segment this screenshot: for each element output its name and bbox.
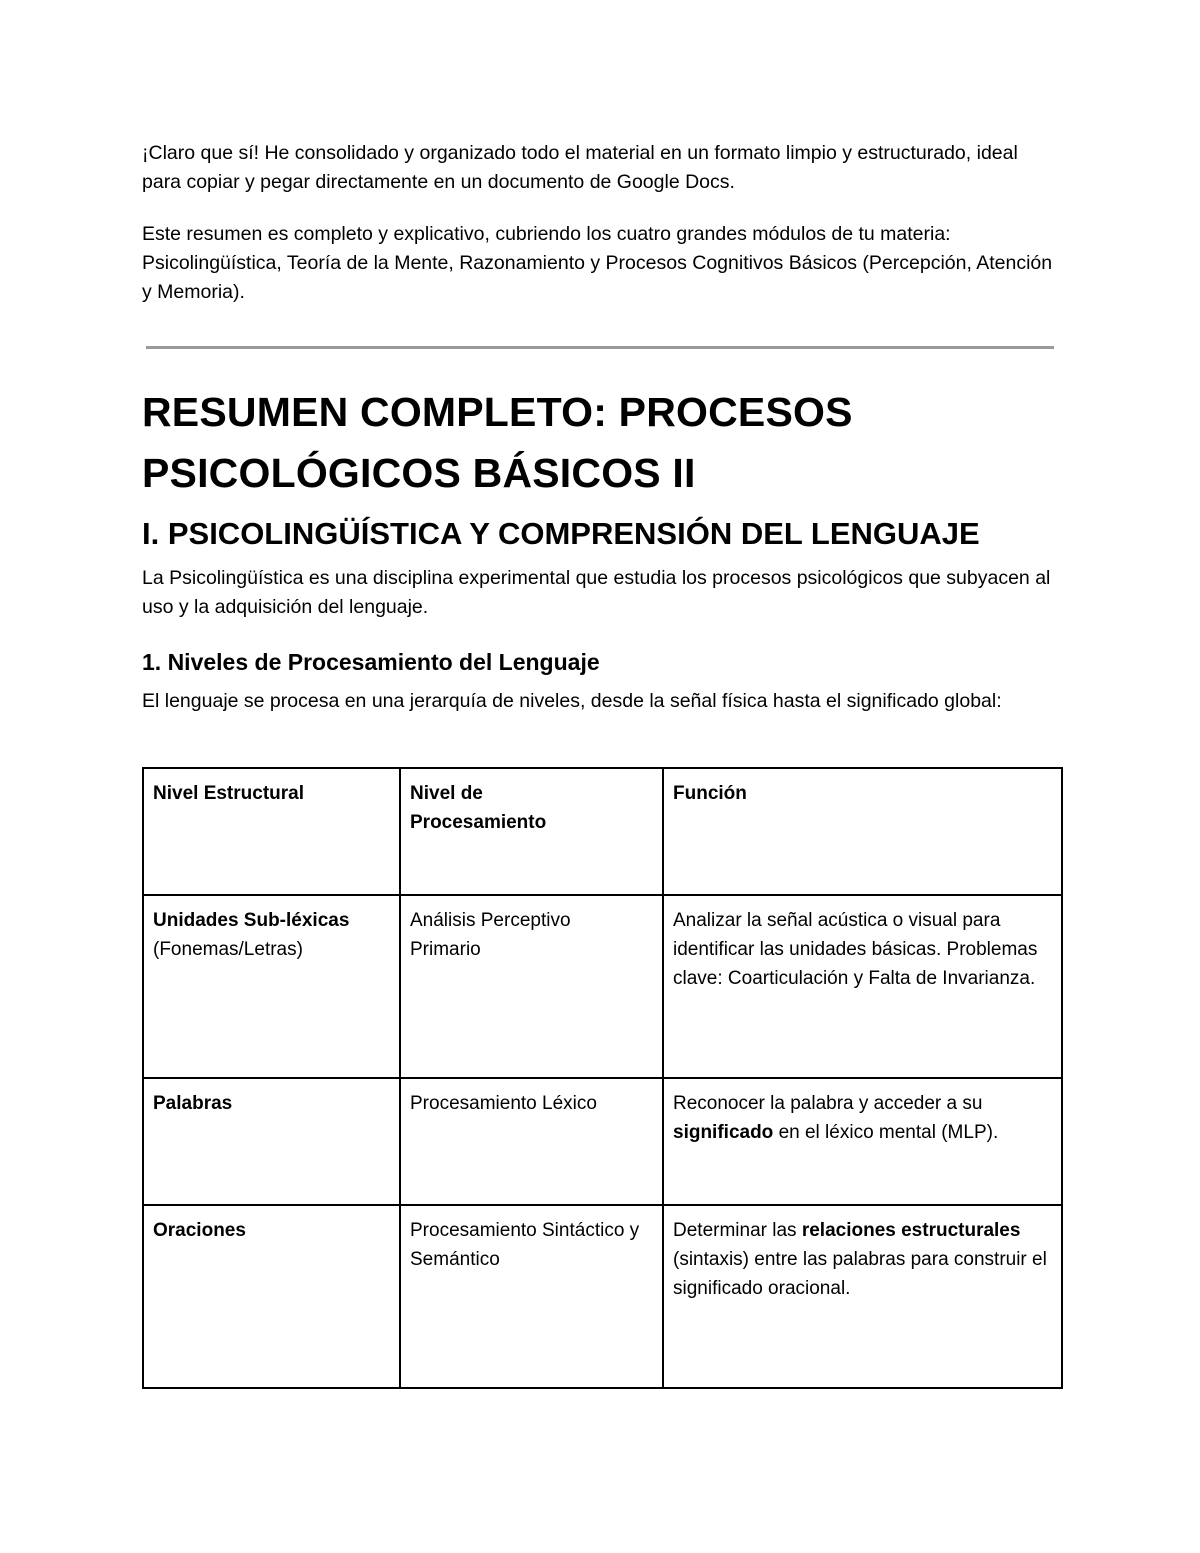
table-cell: Procesamiento Sintáctico y Semántico [400, 1205, 663, 1388]
table-cell: Analizar la señal acústica o visual para identificar las unidades básicas. Problemas clave: Coarticulación y Falta de Invarianza. [663, 895, 1062, 1078]
function-text: en el léxico mental (MLP). [773, 1122, 999, 1143]
table-cell: Procesamiento Léxico [400, 1078, 663, 1205]
function-text: Determinar las [673, 1220, 802, 1241]
table-header-cell: Nivel de Procesamiento [400, 768, 663, 895]
level-name: Unidades Sub-léxicas [153, 910, 350, 931]
level-name: Oraciones [153, 1220, 246, 1241]
subsection-paragraph: El lenguaje se procesa en una jerarquía de niveles, desde la señal física hasta el significado global: [142, 690, 1002, 712]
intro-paragraph-2: Este resumen es completo y explicativo, cubriendo los cuatro grandes módulos de tu materia: Psicolingüística, Teoría de la Mente, Razonamiento y Procesos Cognitivos Básicos (Percepción, Atención y Memoria). [142, 223, 1053, 303]
function-bold-text: relaciones estructurales [801, 1220, 1021, 1241]
level-name: Palabras [153, 1093, 233, 1114]
function-text: Reconocer la palabra y acceder a su [673, 1093, 983, 1114]
table-cell [663, 1205, 1062, 1388]
table-row [143, 1205, 1062, 1388]
intro-paragraph-1: ¡Claro que sí! He consolidado y organizado todo el material en un formato limpio y estructurado, ideal para copiar y pegar directamente en un documento de Google Docs. [142, 142, 1018, 193]
table-row [143, 1078, 1062, 1205]
table-cell [663, 1078, 1062, 1205]
table-header-row [143, 768, 1062, 895]
table-cell [143, 1078, 400, 1205]
function-text: (sintaxis) entre las palabras para construir el significado oracional. [673, 1249, 1047, 1299]
table-row [143, 895, 1062, 1078]
table-cell [143, 895, 400, 1078]
subsection-heading-niveles: 1. Niveles de Procesamiento del Lenguaje [142, 649, 600, 675]
levels-table [142, 767, 1063, 1389]
level-note: (Fonemas/Letras) [153, 939, 303, 960]
table-header-cell: Nivel Estructural [143, 768, 400, 895]
document-title: RESUMEN COMPLETO: PROCESOS PSICOLÓGICOS BÁSICOS II [142, 389, 853, 496]
function-bold-text: significado [673, 1122, 774, 1143]
section-heading-psicolinguistica: I. PSICOLINGÜÍSTICA Y COMPRENSIÓN DEL LENGUAJE [142, 516, 980, 551]
table-cell: Análisis Perceptivo Primario [400, 895, 663, 1078]
section-paragraph: La Psicolingüística es una disciplina experimental que estudia los procesos psicológicos que subyacen al uso y la adquisición del lenguaje. [142, 567, 1051, 618]
table-header-cell: Función [663, 768, 1062, 895]
horizontal-rule [146, 346, 1054, 349]
table-cell [143, 1205, 400, 1388]
